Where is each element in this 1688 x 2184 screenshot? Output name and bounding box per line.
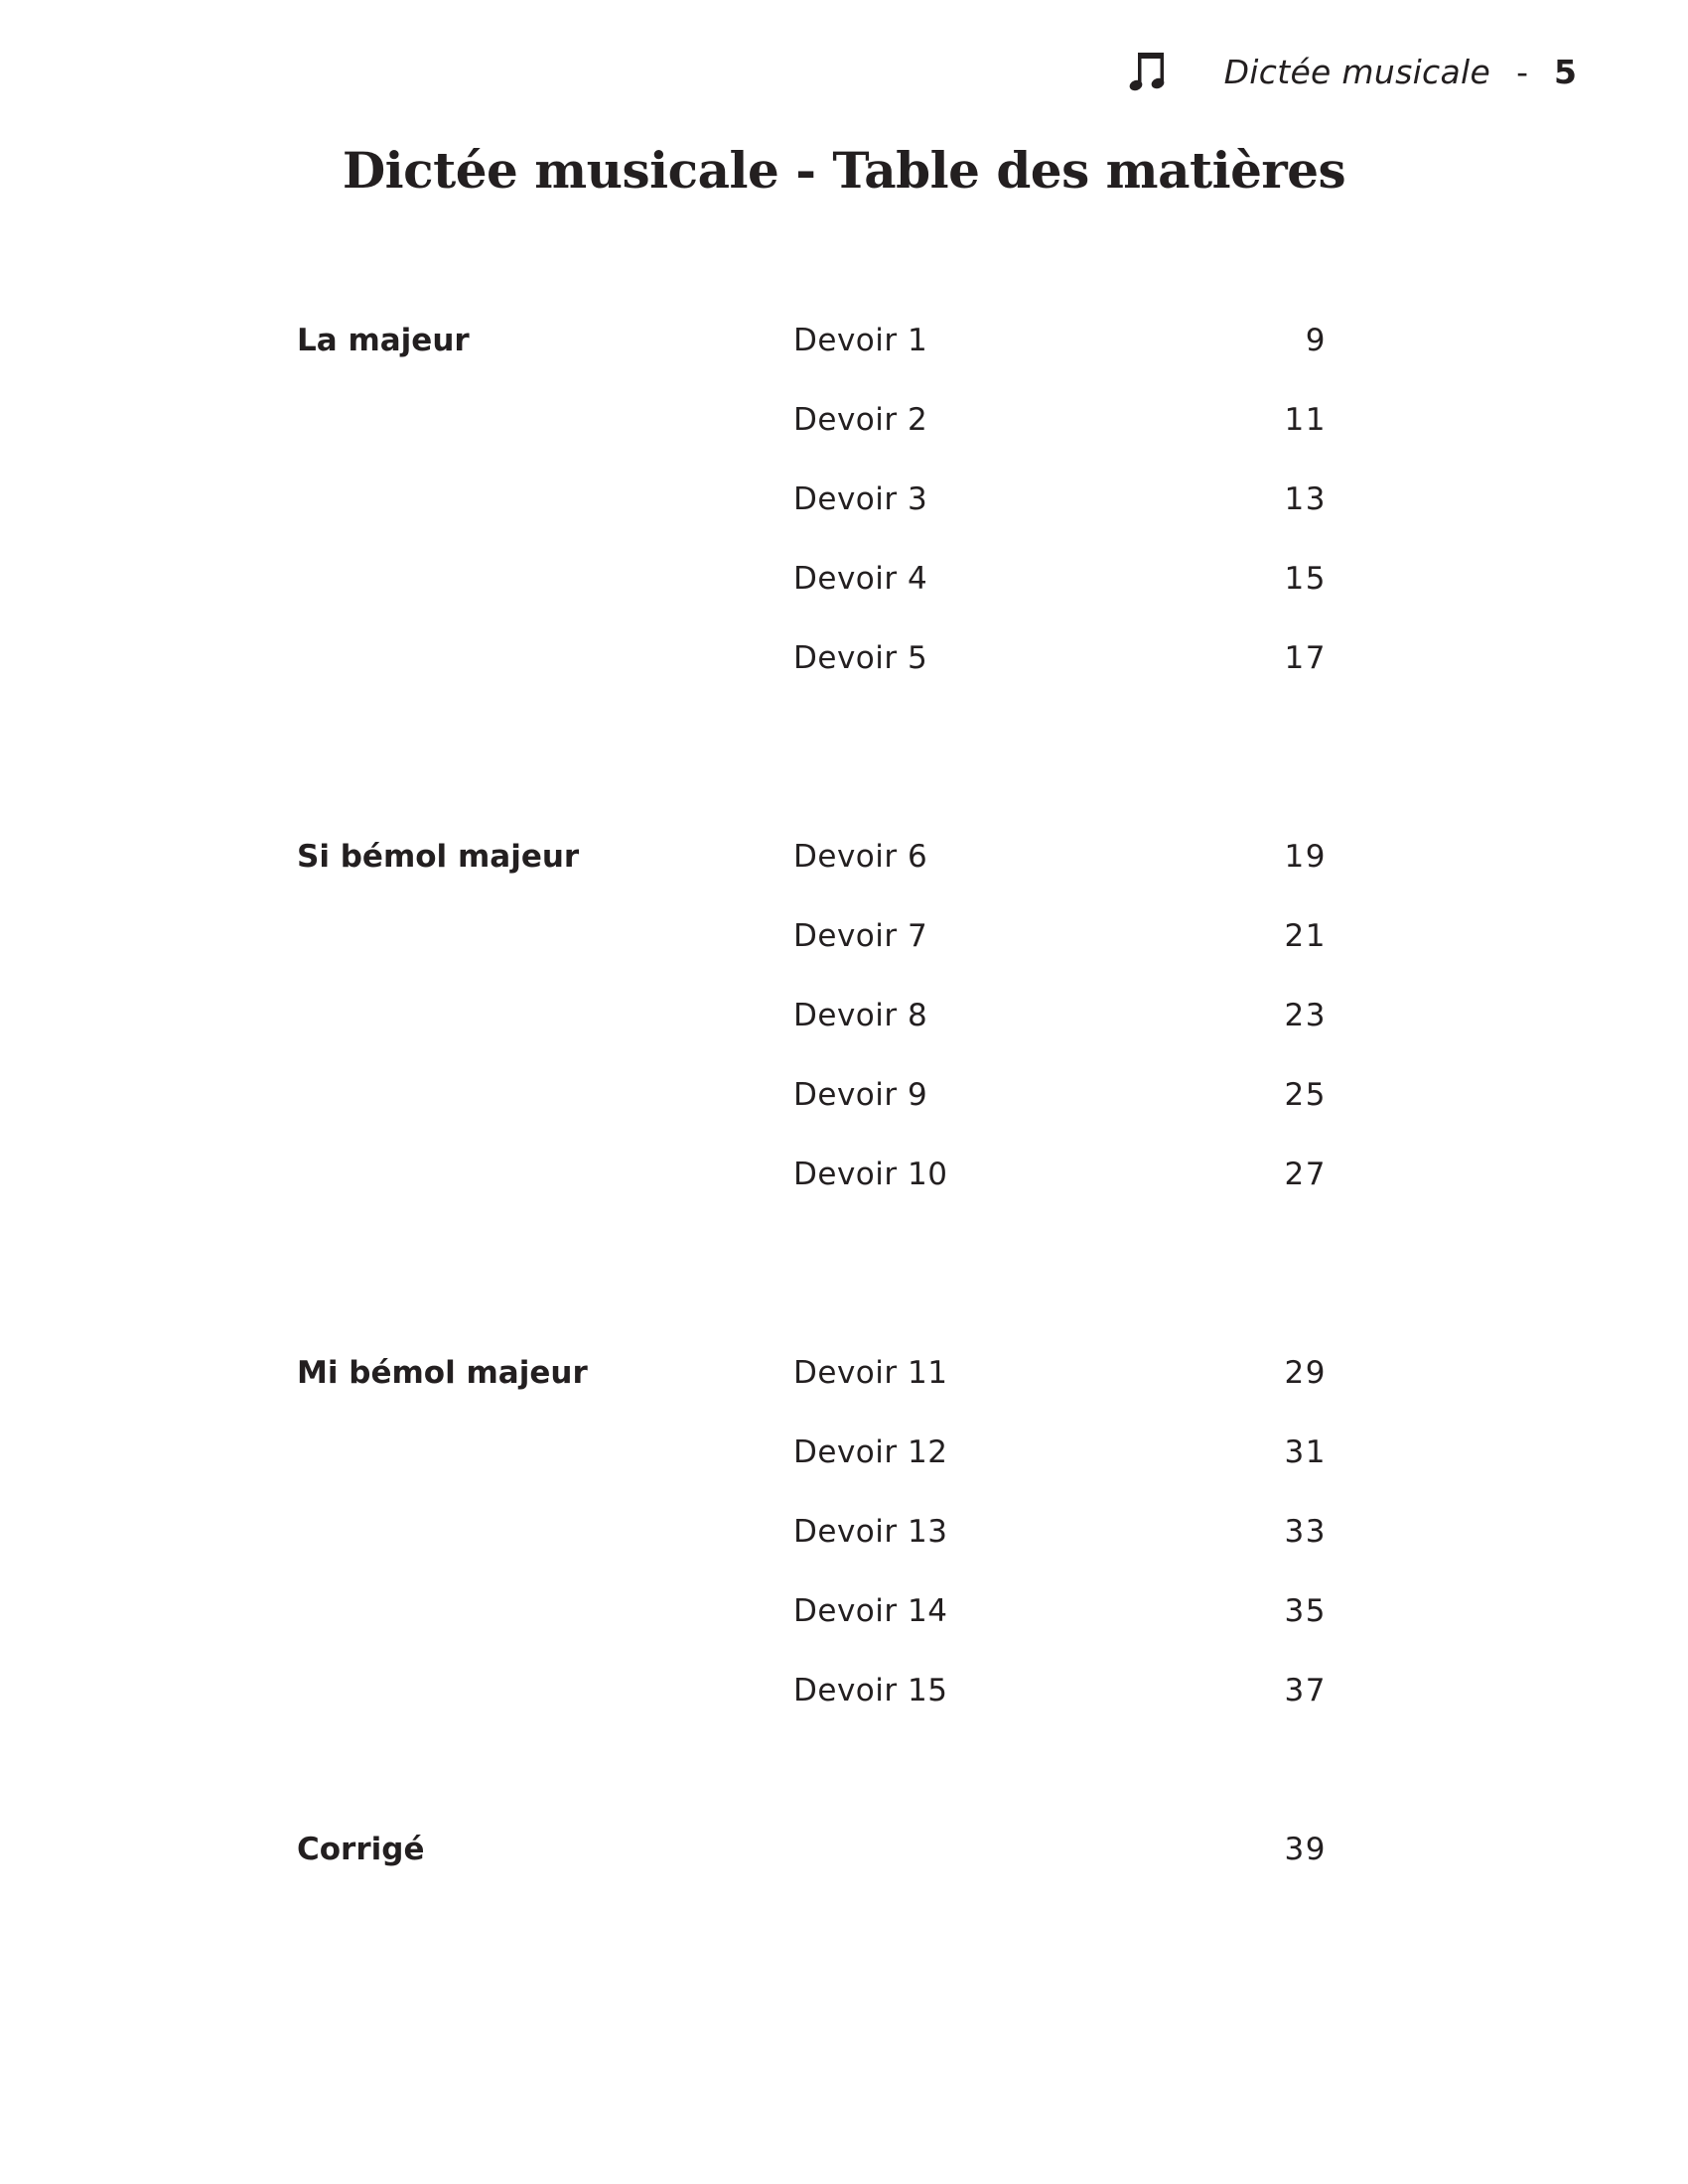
toc-row — [0, 911, 1688, 961]
toc-row-answer-key — [0, 1825, 1688, 1874]
toc-entry-page: 21 — [1284, 918, 1327, 954]
toc-row — [0, 633, 1688, 683]
toc-entry-page: 9 — [1305, 323, 1327, 358]
toc-section-title: Mi bémol majeur — [297, 1355, 588, 1391]
toc-entry-page: 15 — [1284, 561, 1327, 597]
toc-row — [0, 1348, 1688, 1398]
toc-entry-page: 31 — [1284, 1434, 1327, 1470]
toc-entry-page: 27 — [1284, 1157, 1327, 1192]
toc-entry-page: 17 — [1284, 640, 1327, 676]
toc-entry-label: Devoir 10 — [793, 1157, 948, 1192]
toc-entry-label: Devoir 9 — [793, 1077, 928, 1113]
toc-entry-page: 11 — [1284, 402, 1327, 438]
toc-entry-label: Devoir 6 — [793, 839, 928, 875]
toc-entry-label: Devoir 14 — [793, 1593, 948, 1629]
toc-entry-label: Devoir 15 — [793, 1673, 948, 1708]
toc-entry-label: Devoir 5 — [793, 640, 928, 676]
toc-row — [0, 1586, 1688, 1636]
toc-row — [0, 395, 1688, 445]
toc-row — [0, 475, 1688, 524]
toc-row — [0, 1150, 1688, 1199]
toc-entry-page: 13 — [1284, 481, 1327, 517]
running-header-title: Dictée musicale — [1223, 52, 1491, 91]
toc-row — [0, 1507, 1688, 1557]
toc-row — [0, 554, 1688, 604]
toc-section-title: Corrigé — [297, 1832, 425, 1867]
toc-entry-label: Devoir 4 — [793, 561, 928, 597]
toc-entry-label: Devoir 13 — [793, 1514, 948, 1550]
page-title: Dictée musicale - Table des matières — [342, 141, 1346, 200]
toc-entry-page: 39 — [1284, 1832, 1327, 1867]
toc-entry-label: Devoir 7 — [793, 918, 928, 954]
toc-entry-label: Devoir 2 — [793, 402, 928, 438]
toc-entry-page: 33 — [1284, 1514, 1327, 1550]
toc-section-title: La majeur — [297, 323, 470, 358]
toc-row — [0, 1666, 1688, 1715]
toc-entry-page: 37 — [1284, 1673, 1327, 1708]
running-header-separator: - — [1516, 52, 1529, 91]
toc-row — [0, 1070, 1688, 1120]
toc-entry-page: 29 — [1284, 1355, 1327, 1391]
toc-entry-page: 35 — [1284, 1593, 1327, 1629]
beamed-eighth-notes-icon — [1129, 49, 1171, 94]
toc-row — [0, 316, 1688, 365]
toc-entry-page: 23 — [1284, 998, 1327, 1033]
page-number: 5 — [1554, 52, 1577, 91]
toc-entry-page: 25 — [1284, 1077, 1327, 1113]
toc-row — [0, 991, 1688, 1040]
toc-section-title: Si bémol majeur — [297, 839, 580, 875]
toc-row — [0, 1428, 1688, 1477]
running-header — [1129, 46, 1577, 97]
toc-row — [0, 832, 1688, 882]
toc-entry-page: 19 — [1284, 839, 1327, 875]
toc-entry-label: Devoir 1 — [793, 323, 928, 358]
toc-entry-label: Devoir 8 — [793, 998, 928, 1033]
toc-entry-label: Devoir 3 — [793, 481, 928, 517]
toc-entry-label: Devoir 11 — [793, 1355, 948, 1391]
toc-entry-label: Devoir 12 — [793, 1434, 948, 1470]
